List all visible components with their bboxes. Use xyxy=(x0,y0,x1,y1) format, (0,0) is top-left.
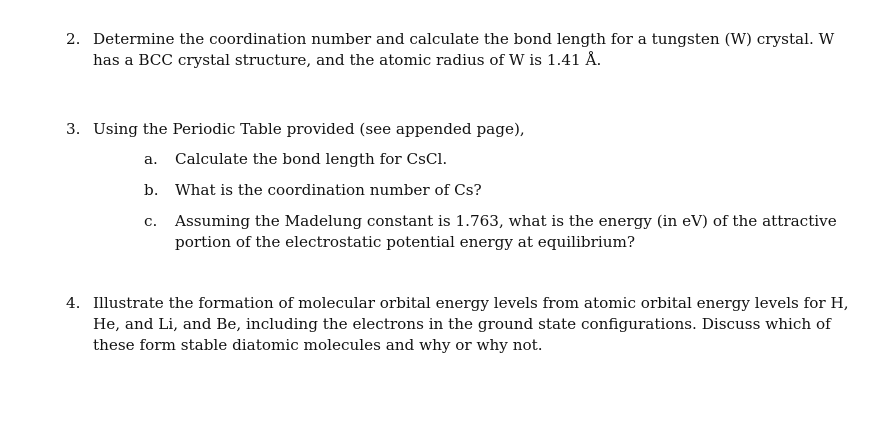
question-text: Determine the coordination number and calculate the bond length for a tungsten (W) crystal. W has a BCC crystal structure, and the atomic radius of W is 1.41 Å. xyxy=(93,30,835,69)
subitem-letter: b. xyxy=(144,181,159,199)
question-number: 3. xyxy=(66,120,81,138)
question-text: Using the Periodic Table provided (see appended page), xyxy=(93,120,525,138)
question-3-subitem-a xyxy=(144,149,856,170)
question-3-subitem-b xyxy=(144,180,856,201)
subitem-letter: c. xyxy=(144,212,158,230)
question-2 xyxy=(66,29,856,71)
subitem-text: Assuming the Madelung constant is 1.763, what is the energy (in eV) of the attractive portion of the electrostatic potential energy at equilibrium? xyxy=(175,212,837,251)
question-number: 4. xyxy=(66,294,81,312)
question-4 xyxy=(66,293,856,356)
subitem-letter: a. xyxy=(144,150,158,168)
subitem-text: Calculate the bond length for CsCl. xyxy=(175,150,448,168)
subitem-text: What is the coordination number of Cs? xyxy=(175,181,482,199)
question-text: Illustrate the formation of molecular orbital energy levels from atomic orbital energy levels for H, He, and Li, and Be, including the electrons in the ground state configurations. Discuss which of these form stable diatomic molecules and why or why not. xyxy=(93,294,849,354)
question-3-subitem-c xyxy=(144,211,856,253)
question-number: 2. xyxy=(66,30,81,48)
question-3 xyxy=(66,119,856,140)
